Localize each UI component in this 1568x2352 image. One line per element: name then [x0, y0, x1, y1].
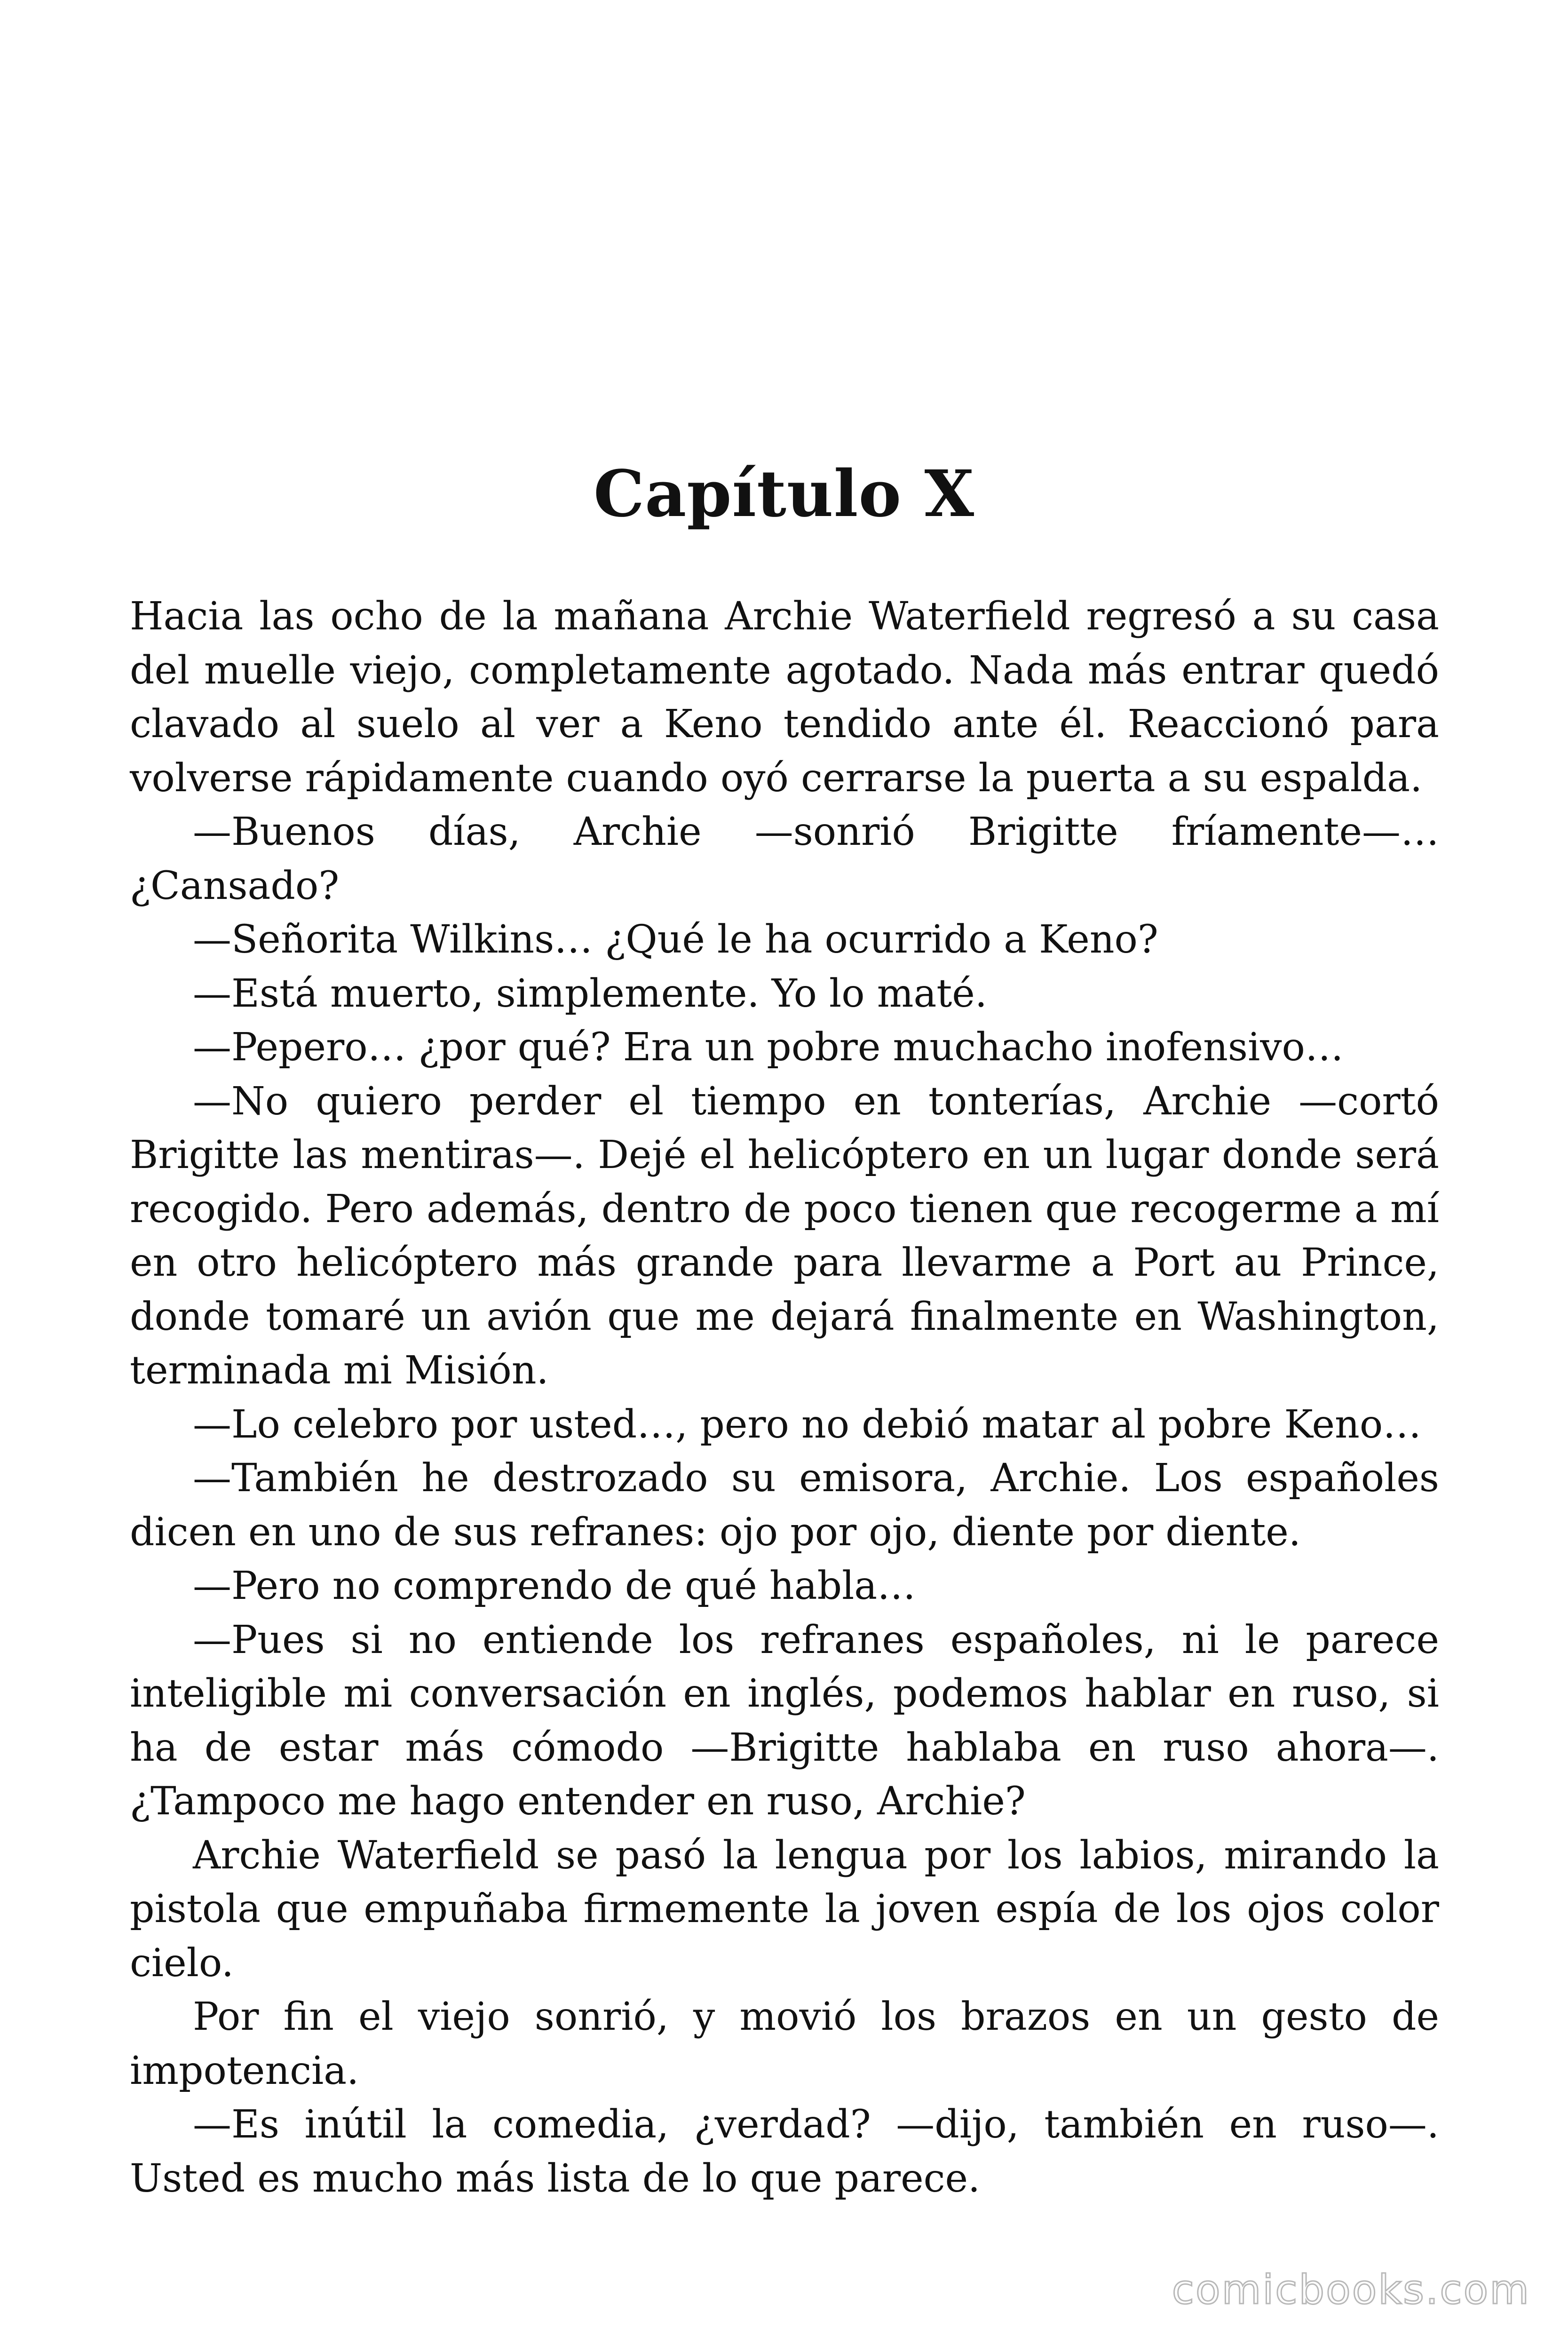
chapter-title: Capítulo X [593, 456, 975, 532]
paragraph: —Es inútil la comedia, ¿verdad? —dijo, también en ruso—. Usted es mucho más lista de lo que parece. [130, 2102, 1439, 2201]
chapter-body [130, 590, 1439, 2206]
paragraph: —Pues si no entiende los refranes españoles, ni le parece inteligible mi conversación en inglés, podemos hablar en ruso, si ha de estar más cómodo —Brigitte hablaba en ruso ahora—. ¿Tampoco me hago entender en ruso, Archie? [130, 1617, 1439, 1824]
paragraph: Por fin el viejo sonrió, y movió los brazos en un gesto de impotencia. [130, 1994, 1439, 2093]
watermark: comicbooks.com [1172, 2266, 1530, 2313]
paragraph: —Pepero… ¿por qué? Era un pobre muchacho inofensivo… [193, 1025, 1344, 1070]
paragraph: —Pero no comprendo de qué habla… [193, 1564, 916, 1608]
paragraph: —Buenos días, Archie —sonrió Brigitte fríamente—… ¿Cansado? [130, 810, 1439, 908]
paragraph: Hacia las ocho de la mañana Archie Waterfield regresó a su casa del muelle viejo, completamente agotado. Nada más entrar quedó clavado al suelo al ver a Keno tendido ante él. Reaccionó para volverse rápidamente cuando oyó cerrarse la puerta a su espalda. [130, 594, 1439, 801]
paragraph: —Señorita Wilkins… ¿Qué le ha ocurrido a Keno? [193, 917, 1158, 962]
paragraph: —Lo celebro por usted…, pero no debió matar al pobre Keno… [193, 1402, 1422, 1447]
paragraph: —También he destrozado su emisora, Archie. Los españoles dicen en uno de sus refranes: ojo por ojo, diente por diente. [130, 1456, 1439, 1555]
paragraph: Archie Waterfield se pasó la lengua por los labios, mirando la pistola que empuñaba firmemente la joven espía de los ojos color cielo. [130, 1833, 1439, 1986]
paragraph: —No quiero perder el tiempo en tonterías, Archie —cortó Brigitte las mentiras—. Dejé el helicóptero en un lugar donde será recogido. Pero además, dentro de poco tienen que recogerme a mí en otro helicóptero más grande para llevarme a Port au Prince, donde tomaré un avión que me dejará finalmente en Washington, terminada mi Misión. [130, 1079, 1439, 1393]
paragraph: —Está muerto, simplemente. Yo lo maté. [193, 971, 987, 1016]
